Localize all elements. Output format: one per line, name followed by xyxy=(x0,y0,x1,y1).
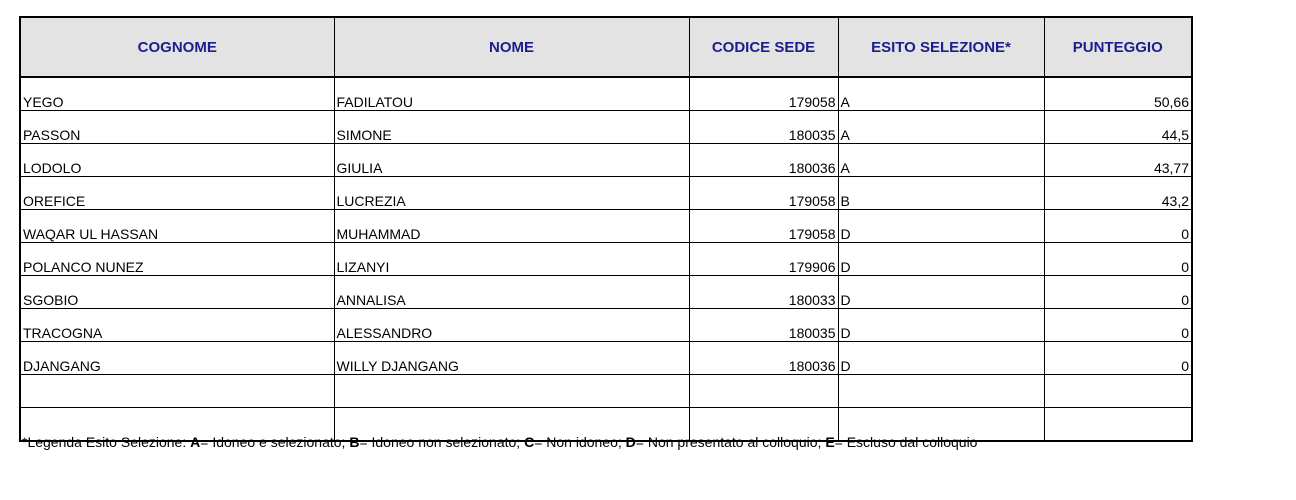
cell-esito: D xyxy=(838,342,1044,375)
cell-esito: D xyxy=(838,276,1044,309)
cell-codice-sede: 180036 xyxy=(689,144,838,177)
cell-codice-sede: 179906 xyxy=(689,243,838,276)
legend-key-e: E xyxy=(825,434,835,450)
header-cognome: COGNOME xyxy=(20,17,334,77)
cell-punteggio: 0 xyxy=(1044,309,1192,342)
cell-punteggio: 0 xyxy=(1044,210,1192,243)
results-table xyxy=(19,16,1193,442)
cell-cognome xyxy=(20,375,334,408)
cell-cognome: SGOBIO xyxy=(20,276,334,309)
cell-punteggio xyxy=(1044,408,1192,442)
legend-text-a: = Idoneo e selezionato; xyxy=(200,434,350,450)
cell-nome: SIMONE xyxy=(334,111,689,144)
cell-cognome: TRACOGNA xyxy=(20,309,334,342)
cell-punteggio: 43,77 xyxy=(1044,144,1192,177)
legend-key-d: D xyxy=(625,434,636,450)
table-row xyxy=(20,309,1192,342)
table-row xyxy=(20,375,1192,408)
cell-punteggio xyxy=(1044,375,1192,408)
cell-nome: GIULIA xyxy=(334,144,689,177)
header-codice-sede: CODICE SEDE xyxy=(689,17,838,77)
cell-punteggio: 44,5 xyxy=(1044,111,1192,144)
legend-text-d: = Non presentato al colloquio; xyxy=(635,434,826,450)
cell-codice-sede: 180036 xyxy=(689,342,838,375)
cell-punteggio: 43,2 xyxy=(1044,177,1192,210)
table-row xyxy=(20,111,1192,144)
cell-codice-sede xyxy=(689,375,838,408)
cell-nome: MUHAMMAD xyxy=(334,210,689,243)
table-row xyxy=(20,243,1192,276)
header-esito-selezione: ESITO SELEZIONE* xyxy=(838,17,1044,77)
cell-punteggio: 0 xyxy=(1044,276,1192,309)
cell-codice-sede: 179058 xyxy=(689,77,838,111)
legend-key-c: C xyxy=(524,434,535,450)
cell-esito: D xyxy=(838,243,1044,276)
legend-prefix: *Legenda Esito Selezione: xyxy=(22,434,191,450)
cell-nome: LUCREZIA xyxy=(334,177,689,210)
cell-nome xyxy=(334,375,689,408)
cell-cognome: PASSON xyxy=(20,111,334,144)
table-row xyxy=(20,177,1192,210)
cell-cognome: OREFICE xyxy=(20,177,334,210)
cell-esito: D xyxy=(838,210,1044,243)
cell-nome: ALESSANDRO xyxy=(334,309,689,342)
cell-esito: B xyxy=(838,177,1044,210)
legend-text-b: = Idoneo non selezionato; xyxy=(359,434,525,450)
cell-punteggio: 0 xyxy=(1044,342,1192,375)
cell-esito xyxy=(838,375,1044,408)
table-row xyxy=(20,210,1192,243)
cell-punteggio: 50,66 xyxy=(1044,77,1192,111)
legend-text-e: = Escluso dal colloquio xyxy=(834,434,978,450)
table-row xyxy=(20,77,1192,111)
table-row xyxy=(20,144,1192,177)
cell-punteggio: 0 xyxy=(1044,243,1192,276)
cell-esito: D xyxy=(838,309,1044,342)
cell-codice-sede: 180033 xyxy=(689,276,838,309)
cell-esito: A xyxy=(838,144,1044,177)
cell-cognome: POLANCO NUNEZ xyxy=(20,243,334,276)
cell-nome: ANNALISA xyxy=(334,276,689,309)
cell-codice-sede: 179058 xyxy=(689,177,838,210)
cell-nome: LIZANYI xyxy=(334,243,689,276)
legend-key-a: A xyxy=(190,434,201,450)
cell-cognome: WAQAR UL HASSAN xyxy=(20,210,334,243)
cell-cognome: DJANGANG xyxy=(20,342,334,375)
cell-nome: WILLY DJANGANG xyxy=(334,342,689,375)
legend-text-c: = Non idoneo; xyxy=(534,434,626,450)
cell-cognome: LODOLO xyxy=(20,144,334,177)
cell-esito: A xyxy=(838,77,1044,111)
table-row xyxy=(20,342,1192,375)
header-nome: NOME xyxy=(334,17,689,77)
legend-key-b: B xyxy=(349,434,360,450)
cell-codice-sede: 180035 xyxy=(689,111,838,144)
cell-codice-sede: 179058 xyxy=(689,210,838,243)
header-punteggio: PUNTEGGIO xyxy=(1044,17,1192,77)
table-row xyxy=(20,276,1192,309)
cell-codice-sede: 180035 xyxy=(689,309,838,342)
header-row xyxy=(20,17,1192,77)
cell-esito: A xyxy=(838,111,1044,144)
cell-nome: FADILATOU xyxy=(334,77,689,111)
legend-note xyxy=(22,434,977,450)
cell-cognome: YEGO xyxy=(20,77,334,111)
